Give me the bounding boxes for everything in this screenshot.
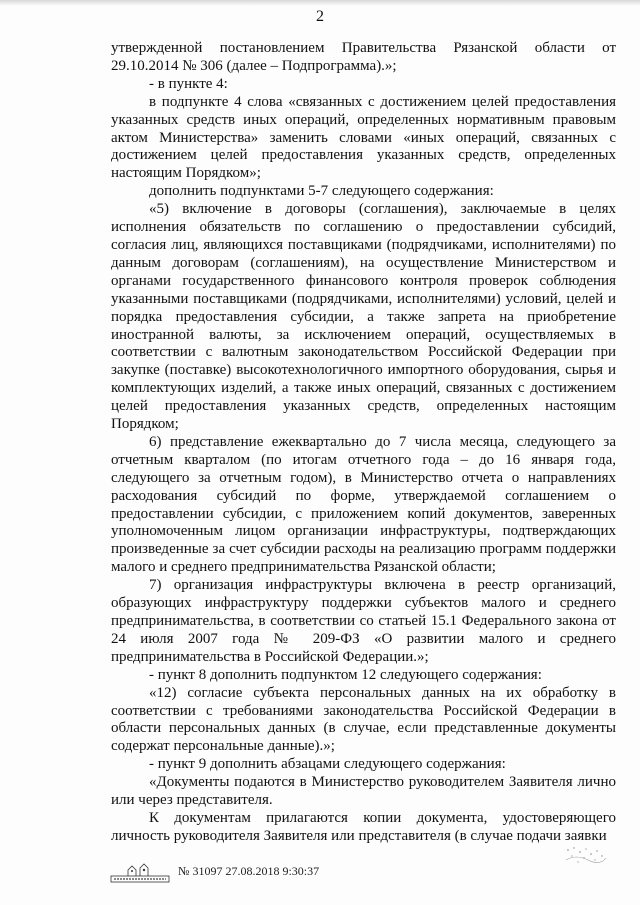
paragraph: «12) согласие субъекта персональных данных на их обработку в соответствии с требованиями законодательства Российской Федерации в области персональных данных (в случае, если представленные документы содержат персональные данные).»;: [111, 684, 616, 755]
signature-mark-icon: [560, 840, 610, 870]
paragraph: - пункт 9 дополнить абзацами следующего содержания:: [149, 756, 506, 773]
footer: [110, 862, 530, 884]
footer-registration-text: № 31097 27.08.2018 9:30:37: [178, 864, 320, 878]
paragraph: К документам прилагаются копии документа, удостоверяющего личность руководителя Заявителя или представителя (в случае подачи заявки: [111, 809, 616, 844]
paragraph: «Документы подаются в Министерство руководителем Заявителя лично или через представителя.: [111, 774, 616, 809]
paragraph: утвержденной постановлением Правительства Рязанской области от 29.10.2014 № 306 (далее – Подпрограмма).»;: [111, 40, 616, 74]
scan-edge: [0, 0, 640, 6]
paragraph: дополнить подпунктами 5-7 следующего содержания:: [149, 183, 494, 200]
paragraph: - пункт 8 дополнить подпунктом 12 следующего содержания:: [149, 666, 542, 683]
page-number: 2: [316, 8, 324, 25]
registration-stamp-icon: [110, 862, 170, 884]
paragraph: 6) представление ежеквартально до 7 числа месяца, следующего за отчетным кварталом (по итогам отчетного года – до 16 января года, следующего за отчетным годом), в Министерство отчета о направлениях расходования субсидий по форме, утверждаемой соглашением о предоставлении субсидии, с приложением копий документов, заверенных уполномоченным лицом организации инфраструктуры, подтверждающих произведенные за счет субсидии расходы на реализацию программ поддержки малого и среднего предпринимательства Рязанской области;: [111, 433, 616, 576]
paragraph: - в пункте 4:: [149, 75, 228, 92]
paragraph: 7) организация инфраструктуры включена в реестр организаций, образующих инфраструктуру поддержки субъектов малого и среднего предпринимательства, в соответствии со статьей 15.1 Федерального закона от 24 июля 2007 года № 209-ФЗ «О развитии малого и среднего предпринимательства в Российской Федерации.»;: [111, 577, 616, 665]
paragraph: «5) включение в договоры (соглашения), заключаемые в целях исполнения обязательств по соглашению о предоставлении субсидий, согласия лиц, являющихся поставщиками (подрядчиками, исполнителями) по данным договорам (соглашениям), на осуществление Министерством и органами государственного финансового контроля проверок соблюдения указанными поставщиками (подрядчиками, исполнителями) условий, целей и порядка предоставления субсидии, а также запрета на приобретение иностранной валюты, за исключением операций, осуществляемых в соответствии с валютным законодательством Российской Федерации при закупке (поставке) высокотехнологичного импортного оборудования, сырья и комплектующих изделий, а также иных операций, связанных с достижением целей предоставления указанных средств, определенных настоящим Порядком;: [111, 201, 616, 433]
document-body: [111, 40, 616, 846]
paragraph: в подпункте 4 слова «связанных с достижением целей предоставления указанных средств иных операций, определенных нормативным правовым актом Министерства» заменить словами «иных операций, связанных с достижением целей предоставления указанных средств, определенных настоящим Порядком»;: [111, 93, 616, 182]
